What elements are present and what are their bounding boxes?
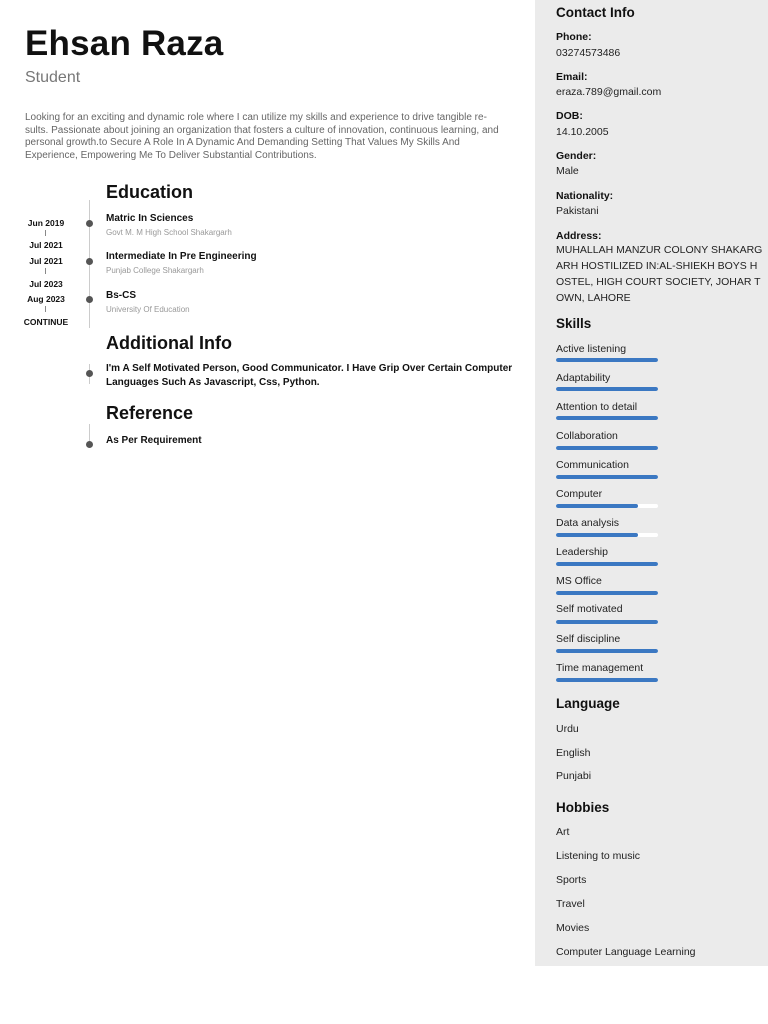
- timeline-dot: [86, 220, 93, 227]
- skills-heading: Skills: [556, 316, 592, 331]
- skill-bar: [556, 678, 658, 682]
- address-value: MUHALLAH MANZUR COLONY SHAKARGARH HOSTILIZED IN:AL-SHIEKH BOYS HOSTEL, HIGH COURT SOCIETY, JOHAR TOWN, LAHORE: [556, 244, 763, 304]
- hobbies-heading: Hobbies: [556, 800, 610, 815]
- skill-bar: [556, 387, 658, 391]
- skill-bar: [556, 620, 658, 624]
- timeline-dot: [86, 258, 93, 265]
- reference-text: As Per Requirement: [106, 435, 202, 446]
- phone-label: Phone:: [556, 31, 592, 43]
- language-item: English: [556, 747, 591, 759]
- date-separator: [45, 268, 46, 274]
- edu-2-end-date: Jul 2023: [29, 279, 63, 289]
- skill-name: MS Office: [556, 575, 602, 587]
- skill-bar: [556, 562, 658, 566]
- skill-name: Active listening: [556, 343, 627, 355]
- hobby-item: Listening to music: [556, 850, 641, 862]
- nationality-label: Nationality:: [556, 190, 614, 202]
- hobby-item: Movies: [556, 922, 590, 934]
- edu-2-school: Punjab College Shakargarh: [106, 266, 204, 275]
- profile-summary: Looking for an exciting and dynamic role where I can utilize my skills and experience to drive tangible re-sults. Passionate about joining an organization that fosters a culture of innovation, continuous learning, and personal growth.to Secure A Role In A Dynamic And Demanding Setting That Values My Skills And Experience, Empowering Me To Deliver Substantial Contributions.: [25, 112, 499, 161]
- skill-name: Adaptability: [556, 372, 611, 384]
- edu-2-start-date: Jul 2021: [29, 256, 63, 266]
- reference-heading: Reference: [106, 403, 194, 423]
- skill-bar-fill: [556, 533, 638, 537]
- candidate-name: Ehsan Raza: [25, 24, 224, 63]
- skill-bar: [556, 446, 658, 450]
- nationality-value: Pakistani: [556, 205, 599, 217]
- skill-bar-fill: [556, 475, 658, 479]
- skill-bar-fill: [556, 446, 658, 450]
- contact-info-heading: Contact Info: [556, 5, 635, 20]
- additional-info-heading: Additional Info: [106, 333, 232, 353]
- address-label: Address:: [556, 230, 602, 242]
- sidebar: [535, 0, 768, 966]
- skill-bar-fill: [556, 387, 658, 391]
- skill-bar-fill: [556, 649, 658, 653]
- hobby-item: Travel: [556, 898, 585, 910]
- skill-bar-fill: [556, 504, 638, 508]
- skill-bar: [556, 591, 658, 595]
- hobby-item: Computer Language Learning: [556, 946, 696, 958]
- skill-bar-fill: [556, 562, 658, 566]
- email-label: Email:: [556, 71, 588, 83]
- edu-1-school: Govt M. M High School Shakargarh: [106, 228, 232, 237]
- skill-bar: [556, 649, 658, 653]
- edu-3-start-date: Aug 2023: [27, 294, 65, 304]
- skill-bar: [556, 358, 658, 362]
- email-value: eraza.789@gmail.com: [556, 86, 662, 98]
- edu-1-start-date: Jun 2019: [27, 218, 65, 228]
- candidate-title: Student: [25, 69, 81, 86]
- date-separator: [45, 230, 46, 236]
- edu-3-school: University Of Education: [106, 305, 190, 314]
- hobby-item: Sports: [556, 874, 587, 886]
- skill-name: Self discipline: [556, 633, 621, 645]
- skill-bar-fill: [556, 358, 658, 362]
- skill-bar-fill: [556, 591, 658, 595]
- timeline-dot: [86, 441, 93, 448]
- language-item: Punjabi: [556, 770, 592, 782]
- timeline-dot: [86, 370, 93, 377]
- phone-value: 03274573486: [556, 47, 621, 59]
- skill-name: Leadership: [556, 546, 608, 558]
- skill-bar: [556, 475, 658, 479]
- education-heading: Education: [106, 182, 194, 202]
- gender-label: Gender:: [556, 150, 597, 162]
- skill-bar: [556, 533, 658, 537]
- additional-info-text: I'm A Self Motivated Person, Good Communicator. I Have Grip Over Certain Computer Languages Such As Javascript, Css, Python.: [106, 363, 513, 388]
- skill-name: Computer: [556, 488, 603, 500]
- skill-bar-fill: [556, 416, 658, 420]
- dob-label: DOB:: [556, 110, 583, 122]
- timeline-dot: [86, 296, 93, 303]
- edu-1-end-date: Jul 2021: [29, 240, 63, 250]
- gender-value: Male: [556, 165, 579, 177]
- hobby-item: Art: [556, 826, 570, 838]
- edu-3-title: Bs-CS: [106, 290, 137, 301]
- skill-name: Self motivated: [556, 603, 623, 615]
- skill-bar: [556, 416, 658, 420]
- edu-2-title: Intermediate In Pre Engineering: [106, 251, 257, 262]
- skill-name: Data analysis: [556, 517, 620, 529]
- language-item: Urdu: [556, 723, 579, 735]
- skill-bar-fill: [556, 620, 658, 624]
- skill-name: Collaboration: [556, 430, 618, 442]
- date-separator: [45, 306, 46, 312]
- skill-bar-fill: [556, 678, 658, 682]
- edu-1-title: Matric In Sciences: [106, 213, 194, 224]
- skill-name: Time management: [556, 662, 644, 674]
- skill-name: Attention to detail: [556, 401, 638, 413]
- skill-name: Communication: [556, 459, 629, 471]
- skill-bar: [556, 504, 658, 508]
- dob-value: 14.10.2005: [556, 126, 609, 138]
- language-heading: Language: [556, 696, 620, 711]
- edu-3-end-date: CONTINUE: [23, 317, 69, 327]
